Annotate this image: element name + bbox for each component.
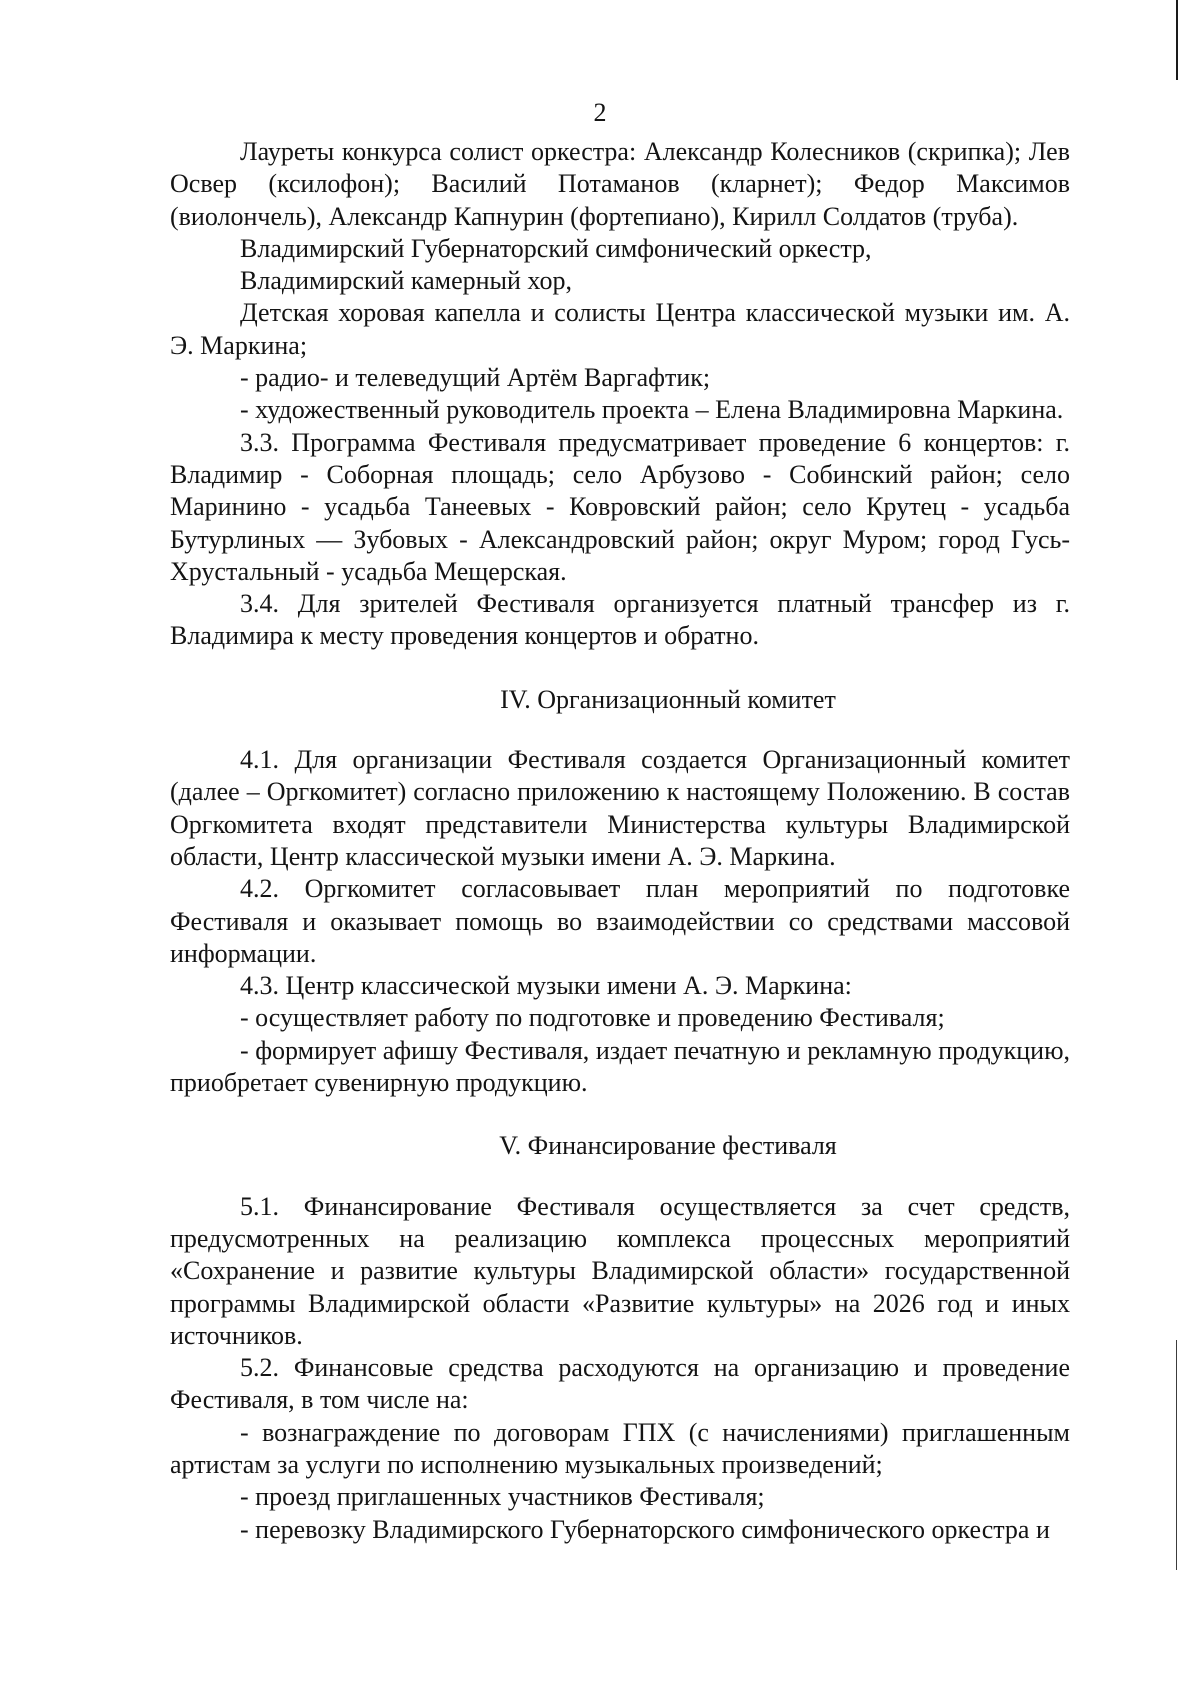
paragraph-3-4: 3.4. Для зрителей Фестиваля организуется платный трансфер из г. Владимира к месту проведения концертов и обратно. (170, 589, 1070, 651)
paragraph-orchestra: Владимирский Губернаторский симфонический оркестр, (240, 233, 872, 263)
paragraph-4-1: 4.1. Для организации Фестиваля создается Организационный комитет (далее – Оргкомитет) согласно приложению к настоящему Положению. В состав Оргкомитета входят представители Министерства культуры Владимирской области, Центр классической музыки имени А. Э. Маркина. (170, 745, 1070, 871)
paragraph-5-2-item-2: - проезд приглашенных участников Фестиваля; (240, 1482, 765, 1512)
paragraph-5-2-item-1: - вознаграждение по договорам ГПХ (с начислениями) приглашенным артистам за услуги по исполнению музыкальных произведений; (170, 1417, 1070, 1479)
section-heading-v: V. Финансирование фестиваля (499, 1131, 837, 1161)
document-body (170, 136, 1070, 1546)
scan-edge-line-bottom (1176, 1340, 1178, 1570)
paragraph-4-3-item-2: - формирует афишу Фестиваля, издает печатную и рекламную продукцию, приобретает сувенирную продукцию. (170, 1035, 1070, 1098)
paragraph-choir: Владимирский камерный хор, (240, 266, 572, 296)
paragraph-4-2: 4.2. Оргкомитет согласовывает план мероприятий по подготовке Фестиваля и оказывает помощь во взаимодействии со средствами массовой информации. (170, 874, 1070, 968)
page-number: 2 (593, 98, 607, 127)
scan-edge-line-top (1176, 0, 1178, 80)
paragraph-art-director: - художественный руководитель проекта – Елена Владимировна Маркина. (240, 395, 1064, 425)
section-heading-iv: IV. Организационный комитет (500, 684, 836, 714)
paragraph-host: - радио- и телеведущий Артём Варгафтик; (240, 363, 711, 393)
paragraph-laureates: Лауреты конкурса солист оркестра: Александр Колесников (скрипка); Лев Освер (ксилофон); Василий Потаманов (кларнет); Федор Максимов (виолончель), Александр Капнурин (фортепиано), Кирилл Солдатов (труба). (170, 137, 1070, 231)
paragraph-5-2-item-3: - перевозку Владимирского Губернаторского симфонического оркестра и (240, 1514, 1050, 1544)
paragraph-5-1: 5.1. Финансирование Фестиваля осуществляется за счет средств, предусмотренных на реализацию комплекса процессных мероприятий «Сохранение и развитие культуры Владимирской области» государственной программы Владимирской области «Развитие культуры» на 2026 год и иных источников. (170, 1191, 1070, 1350)
paragraph-3-3: 3.3. Программа Фестиваля предусматривает проведение 6 концертов: г. Владимир - Соборная площадь; село Арбузово - Собинский район; село Маринино - усадьба Танеевых - Ковровский район; село Крутец - усадьба Бутурлиных — Зубовых - Александровский район; округ Муром; город Гусь-Хрустальный - усадьба Мещерская. (170, 427, 1070, 586)
paragraph-5-2: 5.2. Финансовые средства расходуются на организацию и проведение Фестиваля, в том числе на: (170, 1353, 1070, 1415)
paragraph-4-3-item-1: - осуществляет работу по подготовке и проведению Фестиваля; (240, 1003, 945, 1033)
paragraph-children-choir: Детская хоровая капелла и солисты Центра классической музыки им. А. Э. Маркина; (170, 298, 1070, 360)
paragraph-4-3: 4.3. Центр классической музыки имени А. Э. Маркина: (240, 971, 852, 1001)
